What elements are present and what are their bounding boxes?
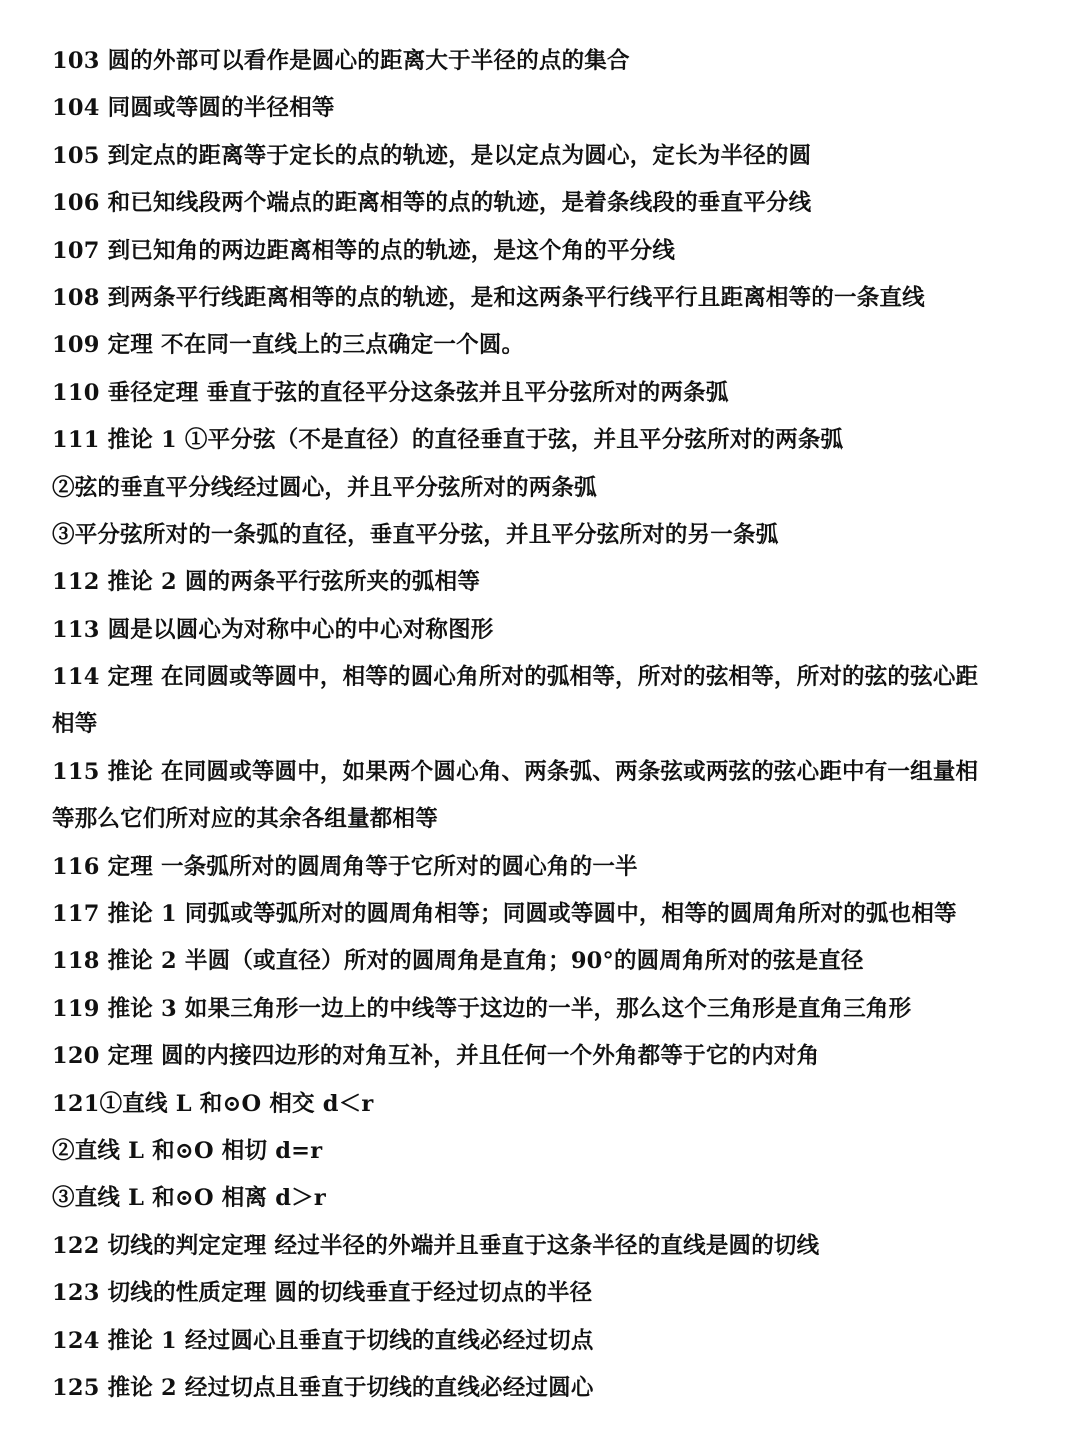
text-line: ②直线 L 和⊙O 相切 d=r (52, 1137, 323, 1164)
text-line: 109 定理 不在同一直线上的三点确定一个圆。 (52, 332, 525, 359)
text-line: 123 切线的性质定理 圆的切线垂直于经过切点的半径 (52, 1280, 593, 1307)
text-line: 111 推论 1 ①平分弦（不是直径）的直径垂直于弦，并且平分弦所对的两条弧 (52, 427, 844, 454)
text-line: 103 圆的外部可以看作是圆心的距离大于半径的点的集合 (52, 48, 630, 74)
text-line: 119 推论 3 如果三角形一边上的中线等于这边的一半，那么这个三角形是直角三角形 (52, 995, 912, 1022)
text-line: 104 同圆或等圆的半径相等 (52, 95, 335, 122)
text-line: 相等 (52, 711, 98, 738)
text-line: 107 到已知角的两边距离相等的点的轨迹，是这个角的平分线 (52, 237, 676, 264)
text-line: 105 到定点的距离等于定长的点的轨迹，是以定点为圆心，定长为半径的圆 (52, 142, 812, 169)
text-lines (52, 38, 1042, 1412)
text-line: ③平分弦所对的一条弧的直径，垂直平分弦，并且平分弦所对的另一条弧 (52, 521, 779, 548)
text-line: 114 定理 在同圆或等圆中，相等的圆心角所对的弧相等，所对的弦相等，所对的弦的弦心距 (52, 664, 979, 691)
text-line: 116 定理 一条弧所对的圆周角等于它所对的圆心角的一半 (52, 853, 638, 880)
text-line: 121①直线 L 和⊙O 相交 d＜r (52, 1090, 374, 1117)
text-line: 122 切线的判定定理 经过半径的外端并且垂直于这条半径的直线是圆的切线 (52, 1232, 820, 1259)
text-line: 108 到两条平行线距离相等的点的轨迹，是和这两条平行线平行且距离相等的一条直线 (52, 284, 925, 311)
text-line: 106 和已知线段两个端点的距离相等的点的轨迹，是着条线段的垂直平分线 (52, 190, 812, 217)
text-line: 113 圆是以圆心为对称中心的中心对称图形 (52, 616, 494, 643)
text-line: 124 推论 1 经过圆心且垂直于切线的直线必经过切点 (52, 1327, 594, 1354)
text-line: 120 定理 圆的内接四边形的对角互补，并且任何一个外角都等于它的内对角 (52, 1043, 820, 1070)
text-line: 112 推论 2 圆的两条平行弦所夹的弧相等 (52, 569, 481, 596)
text-line: 125 推论 2 经过切点且垂直于切线的直线必经过圆心 (52, 1374, 594, 1401)
text-line: ②弦的垂直平分线经过圆心，并且平分弦所对的两条弧 (52, 474, 597, 501)
text-line: 110 垂径定理 垂直于弦的直径平分这条弦并且平分弦所对的两条弧 (52, 379, 729, 406)
text-line: ③直线 L 和⊙O 相离 d＞r (52, 1185, 326, 1212)
text-line: 118 推论 2 半圆（或直径）所对的圆周角是直角；90°的圆周角所对的弦是直径 (52, 948, 864, 975)
text-line: 115 推论 在同圆或等圆中，如果两个圆心角、两条弧、两条弦或两弦的弦心距中有一组量相 (52, 758, 979, 785)
text-line: 等那么它们所对应的其余各组量都相等 (52, 806, 438, 833)
text-line: 117 推论 1 同弧或等弧所对的圆周角相等；同圆或等圆中，相等的圆周角所对的弧也相等 (52, 901, 957, 928)
